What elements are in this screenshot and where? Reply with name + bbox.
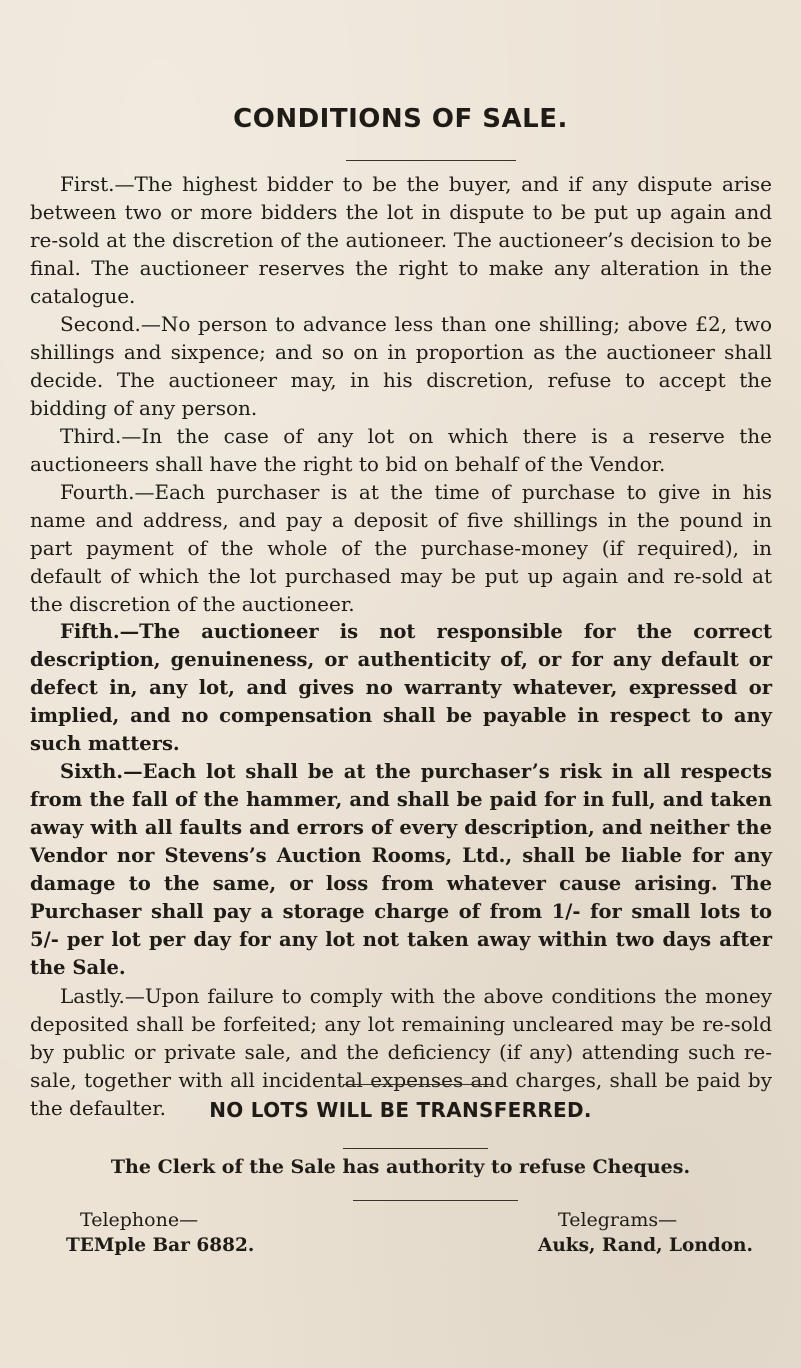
condition-sixth: Sixth.—Each lot shall be at the purchaser’s risk in all respects from the fall of the hammer, and shall be paid for in full, and taken away with all faults and errors of every description, and neither the Vendor nor Stevens’s Auction Rooms, Ltd., shall be liable for any damage to the same, or loss from whatever cause arising. The Purchaser shall pay a storage charge of from 1/- for small lots to 5/- per lot per day for any lot not taken away within two days after the Sale. <box>30 760 772 979</box>
condition-fourth: Fourth.—Each purchaser is at the time of purchase to give in his name and address, and pay a deposit of five shillings in the pound in part payment of the whole of the purchase-money (if required), in default of which the lot purchased may be put up again and re-sold at the discretion of the auctioneer. <box>30 480 772 616</box>
divider <box>343 1084 493 1085</box>
conditions-list <box>30 170 772 1122</box>
page-title: CONDITIONS OF SALE. <box>233 104 568 134</box>
condition-fifth: Fifth.—The auctioneer is not responsible for the correct description, genuineness, or authenticity of, or for any default or defect in, any lot, and gives no warranty whatever, expressed or implied, and no compensation shall be payable in respect to any such matters. <box>30 620 772 755</box>
transfer-notice: NO LOTS WILL BE TRANSFERRED. <box>209 1098 592 1122</box>
divider <box>343 1148 488 1149</box>
telegrams-label: Telegrams— <box>558 1209 678 1231</box>
condition-third: Third.—In the case of any lot on which there is a reserve the auctioneers shall have the right to bid on behalf of the Vendor. <box>30 424 772 476</box>
title-underline <box>346 160 516 161</box>
telephone-number: TEMple Bar 6882. <box>66 1235 255 1256</box>
condition-second: Second.—No person to advance less than one shilling; above £2, two shillings and sixpence; and so on in proportion as the auctioneer shall decide. The auctioneer may, in his discretion, refuse to accept the bidding of any person. <box>30 312 772 420</box>
telegrams-address: Auks, Rand, London. <box>538 1235 753 1256</box>
telegrams-block <box>538 1208 753 1258</box>
telephone-block <box>66 1208 254 1258</box>
condition-lastly: Lastly.—Upon failure to comply with the above conditions the money deposited shall be forfeited; any lot remaining uncleared may be re-sold by public or private sale, and the deficiency (if any) attending such re-sale, together with all incidental expenses and charges, shall be paid by the defaulter. <box>30 984 772 1120</box>
telephone-label: Telephone— <box>80 1209 199 1231</box>
divider <box>353 1200 518 1201</box>
cheques-notice: The Clerk of the Sale has authority to refuse Cheques. <box>110 1156 691 1178</box>
condition-first: First.—The highest bidder to be the buyer, and if any dispute arise between two or more bidders the lot in dispute to be put up again and re-sold at the discretion of the autioneer. The auctioneer’s decision to be final. The auctioneer reserves the right to make any alteration in the catalogue. <box>30 172 772 308</box>
